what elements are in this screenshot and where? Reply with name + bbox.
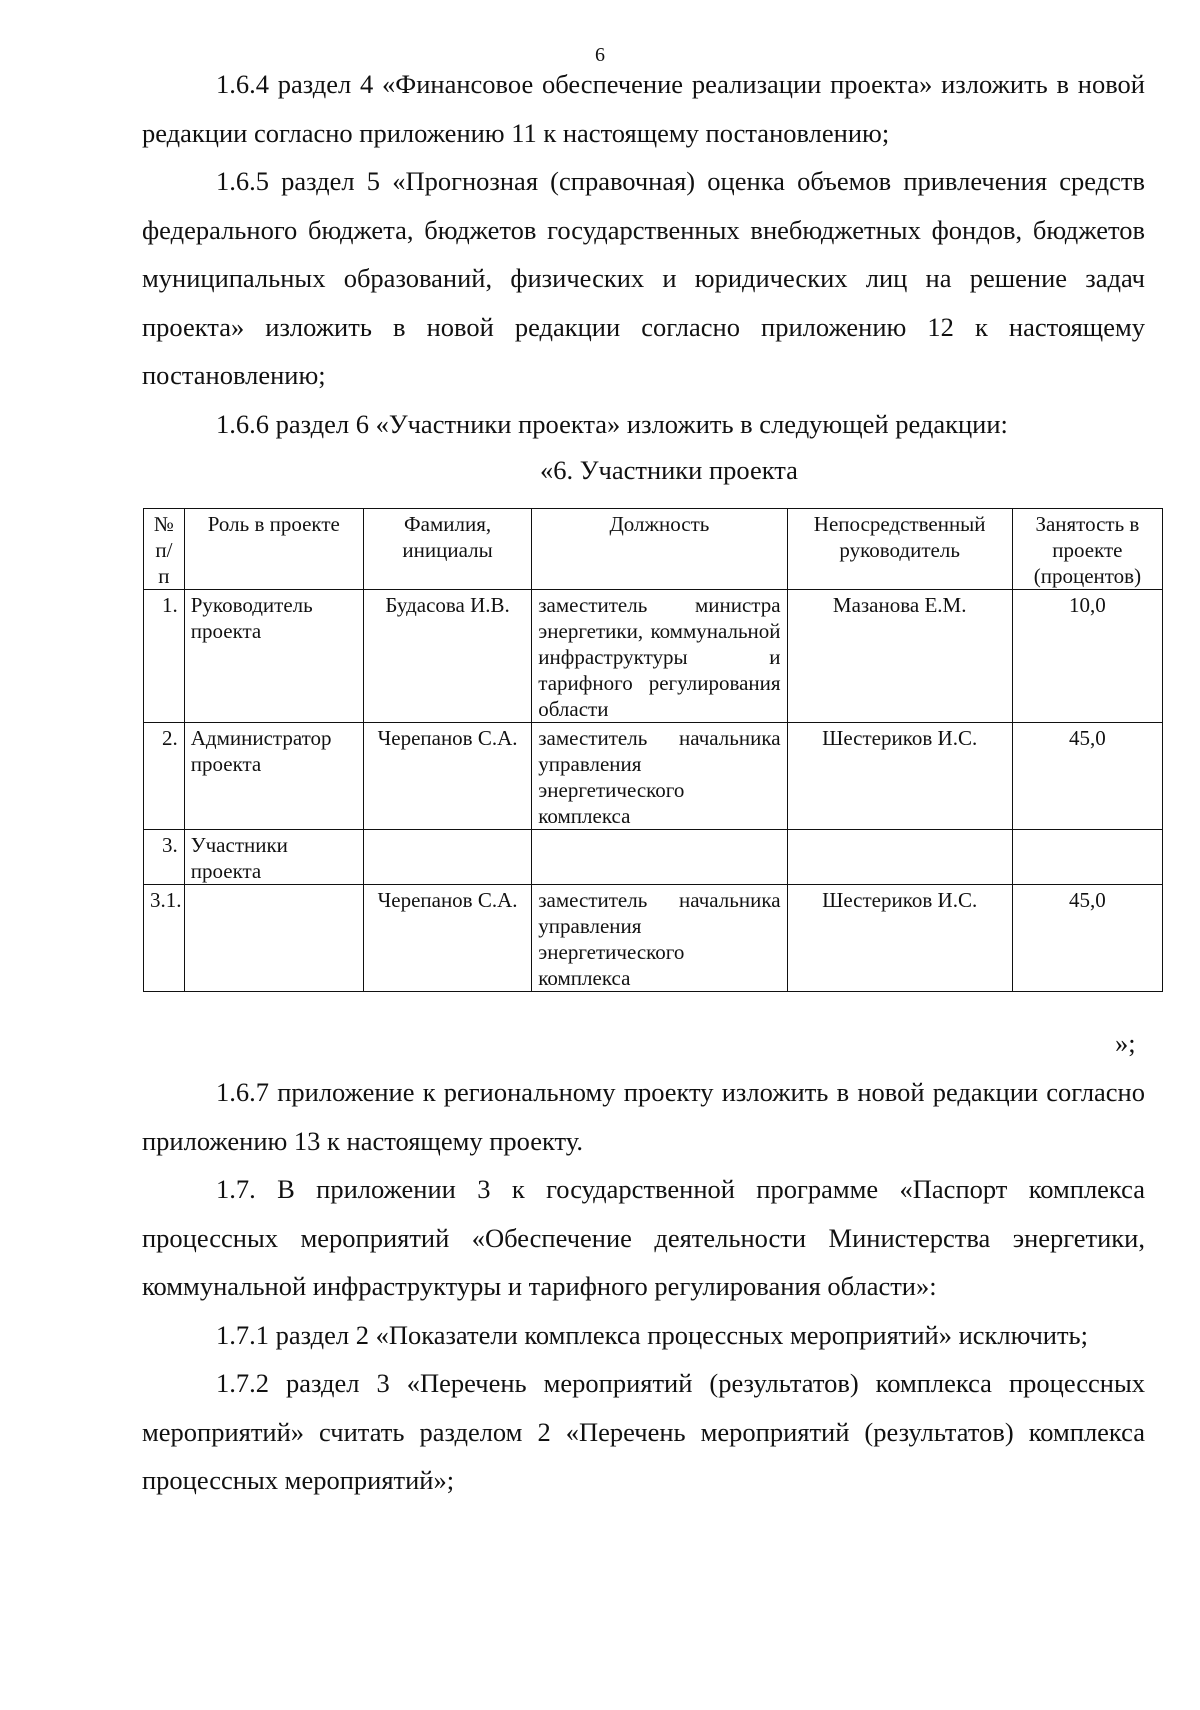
paragraph-1-6-6: 1.6.6 раздел 6 «Участники проекта» изложить в следующей редакции: (216, 408, 1008, 439)
cell-num: 1. (144, 590, 185, 723)
cell-name: Будасова И.В. (363, 590, 531, 723)
table-closing-quote: »; (1115, 1028, 1136, 1058)
cell-employment: 45,0 (1012, 723, 1162, 830)
cell-num: 3. (144, 830, 185, 885)
table-row (144, 885, 1163, 992)
table-header-row (144, 509, 1163, 590)
cell-employment: 45,0 (1012, 885, 1162, 992)
paragraph-1-6-4: 1.6.4 раздел 4 «Финансовое обеспечение реализации проекта» изложить в новой редакции согласно приложению 11 к настоящему постановлению; (142, 69, 1145, 148)
header-supervisor: Непосредственный руководитель (787, 509, 1012, 590)
table-title: «6. Участники проекта (540, 455, 798, 485)
cell-role: Руководитель проекта (184, 590, 363, 723)
cell-name: Черепанов С.А. (363, 885, 531, 992)
page-number: 6 (595, 44, 605, 66)
header-num: № п/п (144, 509, 185, 590)
table-row (144, 830, 1163, 885)
cell-role: Участники проекта (184, 830, 363, 885)
cell-num: 3.1. (144, 885, 185, 992)
header-position: Должность (532, 509, 787, 590)
cell-position (532, 830, 787, 885)
bottom-section (142, 1068, 1145, 1505)
cell-position: заместитель начальника управления энергетического комплекса (532, 885, 787, 992)
table-row (144, 723, 1163, 830)
cell-name (363, 830, 531, 885)
cell-employment: 10,0 (1012, 590, 1162, 723)
header-employment: Занятость в проекте (процентов) (1012, 509, 1162, 590)
paragraph-1-6-7: 1.6.7 приложение к региональному проекту изложить в новой редакции согласно приложению 13 к настоящему проекту. (142, 1077, 1145, 1156)
cell-position: заместитель министра энергетики, коммунальной инфраструктуры и тарифного регулирования области (532, 590, 787, 723)
paragraph-1-6-5: 1.6.5 раздел 5 «Прогнозная (справочная) оценка объемов привлечения средств федерального бюджета, бюджетов государственных внебюджетных фондов, бюджетов муниципальных образований, физических и юридических лиц на решение задач проекта» изложить в новой редакции согласно приложению 12 к настоящему постановлению; (142, 166, 1145, 390)
cell-num: 2. (144, 723, 185, 830)
cell-supervisor (787, 830, 1012, 885)
header-role: Роль в проекте (184, 509, 363, 590)
participants-table (143, 508, 1163, 992)
cell-role: Администратор проекта (184, 723, 363, 830)
paragraph-1-7: 1.7. В приложении 3 к государственной программе «Паспорт комплекса процессных мероприятий «Обеспечение деятельности Министерства энергетики, коммунальной инфраструктуры и тарифного регулирования области»: (142, 1174, 1145, 1301)
cell-supervisor: Шестериков И.С. (787, 885, 1012, 992)
table-row (144, 590, 1163, 723)
cell-name: Черепанов С.А. (363, 723, 531, 830)
cell-role (184, 885, 363, 992)
header-name: Фамилия, инициалы (363, 509, 531, 590)
cell-position: заместитель начальника управления энергетического комплекса (532, 723, 787, 830)
cell-supervisor: Шестериков И.С. (787, 723, 1012, 830)
paragraph-1-7-1: 1.7.1 раздел 2 «Показатели комплекса процессных мероприятий» исключить; (216, 1319, 1088, 1350)
cell-employment (1012, 830, 1162, 885)
cell-supervisor: Мазанова Е.М. (787, 590, 1012, 723)
paragraph-1-7-2: 1.7.2 раздел 3 «Перечень мероприятий (результатов) комплекса процессных мероприятий» считать разделом 2 «Перечень мероприятий (результатов) комплекса процессных мероприятий»; (142, 1368, 1145, 1495)
top-section (142, 60, 1145, 448)
